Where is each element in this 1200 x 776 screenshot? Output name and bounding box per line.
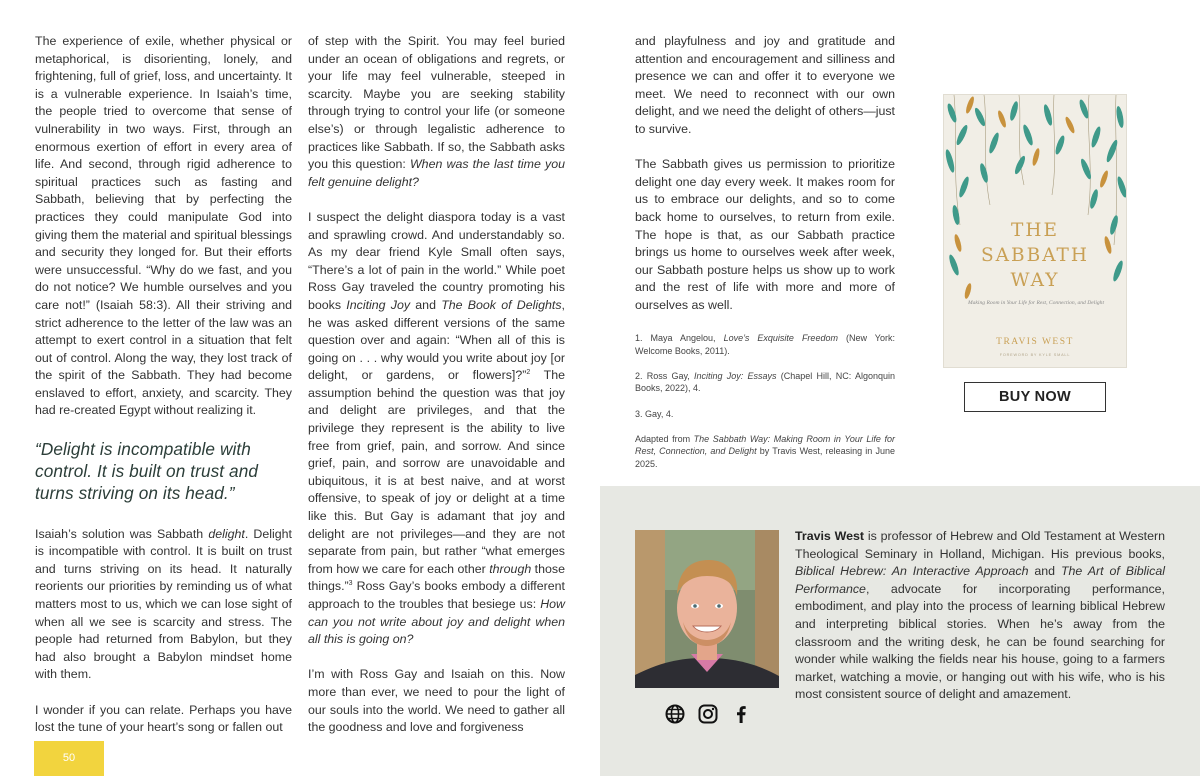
article-column-3 — [635, 33, 895, 483]
paragraph: The Sabbath gives us permission to prioritize delight one day every week. It makes room for us to embrace our delights, and so to come back home to ourselves, to return from exile. The hope is that, as our Sabbath practice brings us home to ourselves week after week, our Sabbath posture helps us show up to work and the rest of life with more and more of ourselves as well. — [635, 157, 895, 312]
adaptation-note: Adapted from The Sabbath Way: Making Room in Your Life for Rest, Connection, and Delight by Travis West, releasing in June 2025. — [635, 433, 895, 470]
paragraph: The experience of exile, whether physical or metaphorical, is disorienting, lonely, and frightening, full of grief, loss, and uncertainty. It is a vulnerable experience. In Isaiah’s time, the people tried to overcome that sense of vulnerability in two ways. First, through an enormous exertion of effort in every area of life. And second, through rigid adherence to spiritual practices such as fasting and Sabbath, believing that by perfecting the practices they could manipulate God into giving them the material and spiritual blessings and security they longed for. But their efforts were unsuccessful. “Why do we fast, and you do not notice? We humble ourselves and you care not!” (Isaiah 58:3). All their striving and strict adherence to the letter of the law was an attempt to exert control in a situation that felt out of control. Along the way, they lost track of the spirit of the Sabbath. They had become enslaved to effort, anxiety, and scarcity. They had re-created Egypt without realizing it. — [35, 34, 292, 418]
footnote-1: 1. Maya Angelou, Love’s Exquisite Freedom (New York: Welcome Books, 2011). — [635, 333, 895, 356]
paragraph: and playfulness and joy and gratitude and attention and encouragement and silliness and presence we can and offer it to everyone we meet. We need to reconnect with our own delight, and we need the delight of others—just to survive. — [635, 34, 895, 136]
buy-now-button[interactable]: BUY NOW — [964, 382, 1106, 412]
cover-subtitle: Making Room in Your Life for Rest, Connection, and Delight — [967, 300, 1105, 306]
cover-author: TRAVIS WEST — [996, 337, 1074, 347]
globe-icon[interactable] — [664, 703, 686, 725]
cover-title-line: SABBATH — [980, 245, 1090, 266]
footnote-ref: 2 — [526, 369, 531, 377]
page-number: 50 — [34, 741, 104, 776]
article-column-2 — [308, 33, 565, 754]
cover-title-line: THE — [1011, 220, 1059, 241]
paragraph: I suspect the delight diaspora today is a vast and sprawling crowd. And understandably so. As my dear friend Kyle Small often says, “There’s a lot of pain in the world.” While poet Ross Gay traveled the country promoting his books Inciting Joy and The Book of Delights, he was asked different versions of the same question over and again: “When all of this is going on . . . why would you write about joy [or delight, or gardens, or flowers]?”$^2$ The assumption behind the question was that joy and delight are privileges, and that the privilege they represent is the ability to live free from grief, pain, and sorrow. And since grief, pain, and sorrow are unavoidable and ubiquitous, it is at best naive, and at worst offensive, to speak of joy or delight at a time like this. But Gay is adamant that joy and delight are not privileges—and they are not separate from pain, but rather “what emerges from how we care for each other through those things.”$^3$ Ross Gay’s books embody a different approach to the troubles that besiege us: How can you not write about joy and delight when all this is going on? — [308, 209, 566, 647]
author-bio-panel — [600, 486, 1200, 776]
paragraph: Isaiah’s solution was Sabbath delight. Delight is incompatible with control. It is built on trust and turns striving on its head. It naturally reorients our priorities by reminding us of what matters most to us, which we can lose sight of when all we see is scarcity and stress. The people had returned from Babylon, but they had also brought a Babylon mindset home with them. — [35, 526, 292, 682]
footnote-ref: 3 — [348, 580, 353, 588]
cover-title-line: WAY — [1010, 270, 1060, 291]
paragraph: I’m with Ross Gay and Isaiah on this. Now more than ever, we need to pour the light of our souls into the world. We need to gather all the goodness and love and forgiveness — [308, 667, 565, 735]
paragraph: of step with the Spirit. You may feel buried under an ocean of obligations and regrets, or your life may feel vulnerable, steeped in scarcity. Maybe you are seeking stability through trying to control your life (or someone else’s) or through legalistic adherence to practices like Sabbath. If so, the Sabbath asks you this question: When was the last time you felt genuine delight? — [308, 34, 565, 189]
footnotes — [635, 332, 895, 471]
footnote-3: 3. Gay, 4. — [635, 408, 674, 419]
article-column-1 — [35, 33, 292, 754]
author-bio: Travis West is professor of Hebrew and Old Testament at Western Theological Seminary in Holland, Michigan. His previous books, Biblical Hebrew: An Interactive Approach and The Art of Biblical Performance, advocate for incorporating performance, embodiment, and play into the process of learning biblical Hebrew and interpreting biblical stories. When he’s away from the classroom and the writing desk, he can be found searching for wonder while walking the fields near his house, going to a farmers market, watching a movie, or hanging out with his wife, who is his most consistent source of delight and amazement. — [795, 529, 1166, 702]
cover-foreword: FOREWORD BY KYLE SMALL — [999, 353, 1071, 357]
author-photo — [635, 530, 779, 688]
instagram-icon[interactable] — [697, 703, 719, 725]
author-name: Travis West — [795, 529, 865, 543]
facebook-icon[interactable] — [730, 703, 752, 725]
footnote-2: 2. Ross Gay, Inciting Joy: Essays (Chapel Hill, NC: Algonquin Books, 2022), 4. — [635, 370, 896, 394]
book-cover[interactable] — [943, 94, 1127, 368]
pull-quote: “Delight is incompatible with control. It is built on trust and turns striving on its head.” — [35, 438, 259, 503]
paragraph: I wonder if you can relate. Perhaps you have lost the tune of your heart’s song or fallen out — [35, 702, 292, 735]
